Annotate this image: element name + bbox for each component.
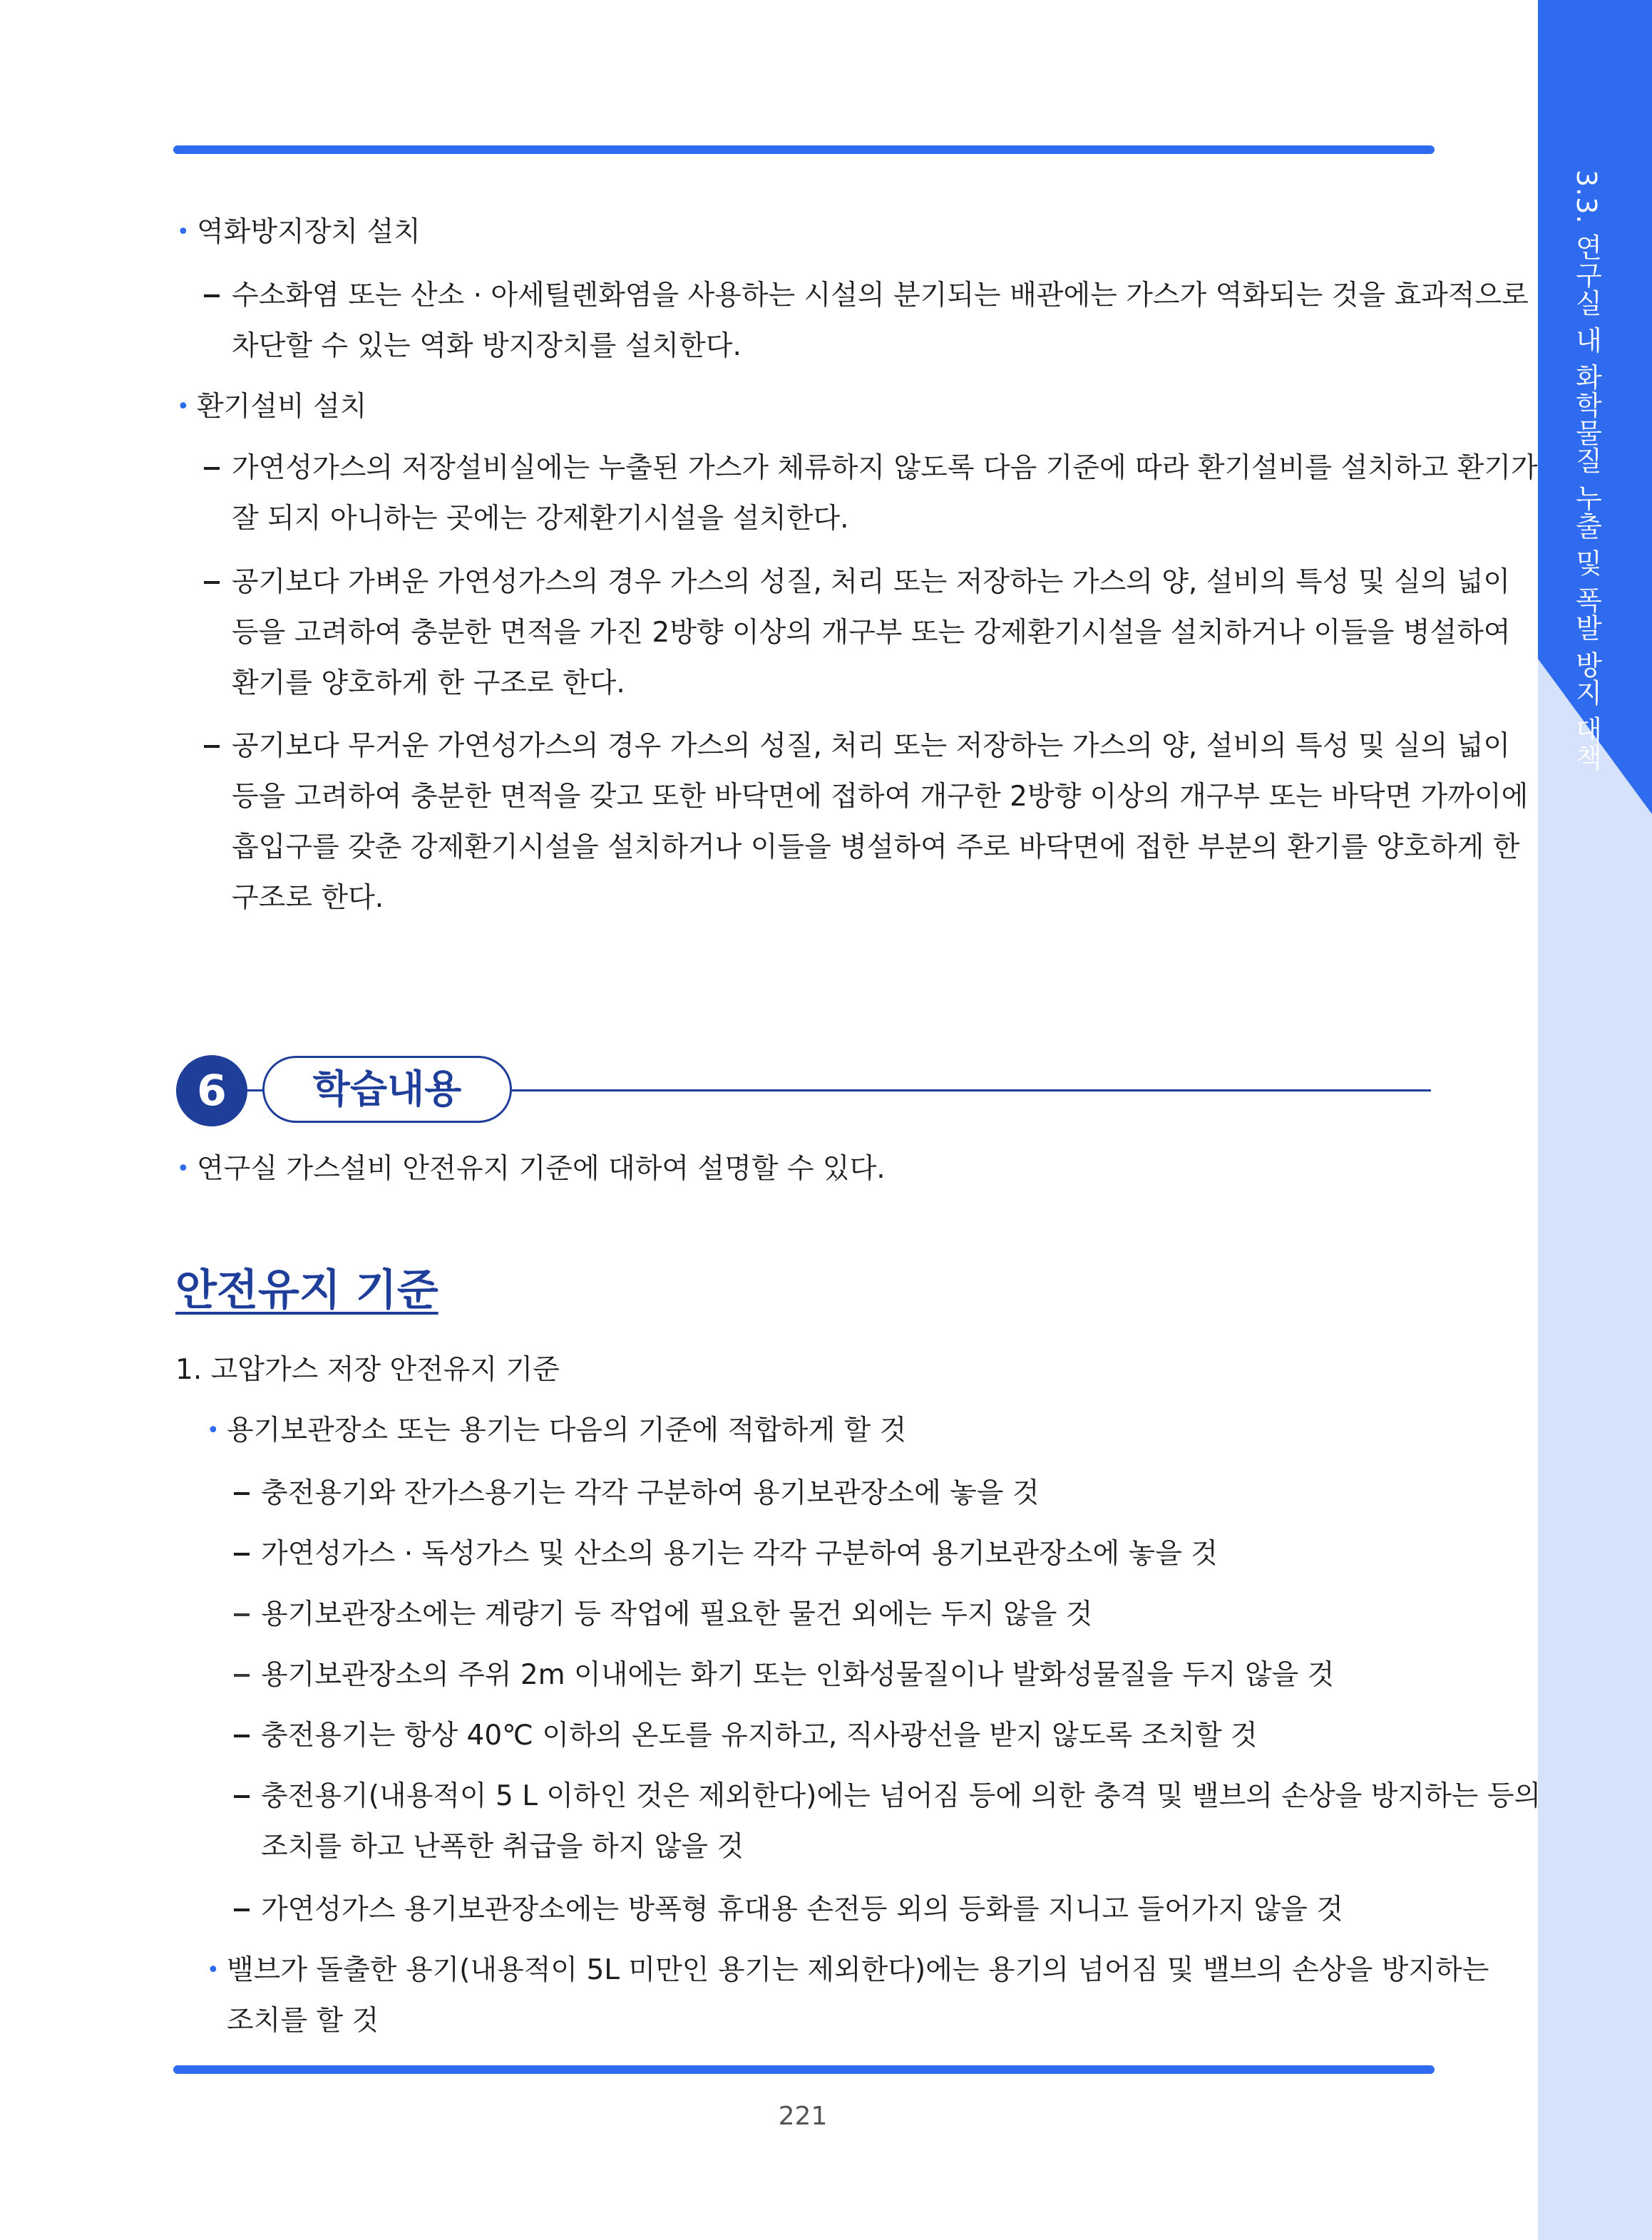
dash-icon (204, 467, 220, 470)
valve-bullet-line: 밸브가 돌출한 용기(내용적이 5L 미만인 용기는 제외한다)에는 용기의 넘어짐 및 밸브의 손상을 방지하는 (227, 1954, 1489, 1986)
section-rule (512, 1089, 1431, 1091)
section-number-badge: 6 (176, 1055, 247, 1126)
storage-dash-line: 충전용기와 잔가스용기는 각각 구분하여 용기보관장소에 놓을 것 (261, 1477, 1040, 1509)
backfire-dash-line: 차단할 수 있는 역화 방지장치를 설치한다. (232, 330, 742, 362)
storage-dash-line: 충전용기는 항상 40℃ 이하의 온도를 유지하고, 직사광선을 받지 않도록 조치할 것 (261, 1720, 1258, 1752)
vent-dash-line: 잘 되지 아니하는 곳에는 강제환기시설을 설치한다. (232, 503, 849, 535)
storage-bullet: 용기보관장소 또는 용기는 다음의 기준에 적합하게 할 것 (227, 1414, 907, 1447)
storage-dash-line: 가연성가스 용기보관장소에는 방폭형 휴대용 손전등 외의 등화를 지니고 들어가지 않을 것 (261, 1894, 1343, 1926)
vent-dash-line: 공기보다 가벼운 가연성가스의 경우 가스의 성질, 처리 또는 저장하는 가스의 양, 설비의 특성 및 실의 넓이 (232, 566, 1511, 598)
top-rule (173, 145, 1435, 154)
bullet-icon: • (207, 1958, 220, 1983)
storage-dash-line: 충전용기(내용적이 5 L 이하인 것은 제외한다)에는 넘어짐 등에 의한 충격 및 밸브의 손상을 방지하는 등의 (261, 1780, 1541, 1812)
dash-icon (234, 1553, 250, 1556)
section-title: 학습내용 (262, 1056, 512, 1123)
bullet-icon: • (207, 1418, 220, 1443)
bullet-icon: • (177, 394, 190, 419)
learning-objective: 연구실 가스설비 안전유지 기준에 대하여 설명할 수 있다. (197, 1153, 886, 1185)
vent-dash-line: 공기보다 무거운 가연성가스의 경우 가스의 성질, 처리 또는 저장하는 가스의 양, 설비의 특성 및 실의 넓이 (232, 730, 1511, 762)
numbered-item: 1. 고압가스 저장 안전유지 기준 (175, 1354, 560, 1386)
vent-dash-line: 구조로 한다. (232, 882, 384, 914)
bullet-icon: • (177, 220, 190, 245)
dash-icon (204, 745, 220, 748)
vent-dash-line: 등을 고려하여 충분한 면적을 갖고 또한 바닥면에 접하여 개구한 2방향 이상의 개구부 또는 바닥면 가까이에 (232, 781, 1529, 813)
vent-dash-line: 환기를 양호하게 한 구조로 한다. (232, 667, 625, 699)
vent-dash-line: 흡입구를 갖춘 강제환기시설을 설치하거나 이들을 병설하여 주로 바닥면에 접한 부분의 환기를 양호하게 한 (232, 831, 1520, 863)
dash-icon (204, 294, 220, 297)
valve-bullet-line: 조치를 할 것 (227, 2005, 379, 2037)
dash-icon (234, 1908, 250, 1911)
subsection-heading: 안전유지 기준 (175, 1265, 438, 1315)
backfire-dash-line: 수소화염 또는 산소 · 아세틸렌화염을 사용하는 시설의 분기되는 배관에는 가스가 역화되는 것을 효과적으로 (232, 279, 1529, 312)
storage-dash-line: 용기보관장소에는 계량기 등 작업에 필요한 물건 외에는 두지 않을 것 (261, 1598, 1093, 1630)
vent-dash-line: 가연성가스의 저장설비실에는 누출된 가스가 체류하지 않도록 다음 기준에 따라 환기설비를 설치하고 환기가 (232, 452, 1538, 484)
dash-icon (234, 1492, 250, 1495)
dash-icon (234, 1795, 250, 1798)
page-number: 221 (778, 2102, 828, 2131)
storage-dash-line: 조치를 하고 난폭한 취급을 하지 않을 것 (261, 1831, 744, 1863)
backfire-bullet: 역화방지장치 설치 (197, 216, 421, 248)
storage-dash-line: 가연성가스 · 독성가스 및 산소의 용기는 각각 구분하여 용기보관장소에 놓을 것 (261, 1538, 1218, 1570)
vent-dash-line: 등을 고려하여 충분한 면적을 가진 2방향 이상의 개구부 또는 강제환기시설을 설치하거나 이들을 병설하여 (232, 617, 1511, 649)
dash-icon (204, 581, 220, 584)
dash-icon (234, 1674, 250, 1677)
chapter-title: 3.3. 연구실 내 화학물질 누출 및 폭발 방지 대책 (1571, 170, 1602, 772)
bullet-icon: • (177, 1156, 190, 1181)
bottom-rule (173, 2065, 1435, 2074)
ventilation-bullet: 환기설비 설치 (197, 391, 367, 423)
dash-icon (234, 1613, 250, 1616)
storage-dash-line: 용기보관장소의 주위 2m 이내에는 화기 또는 인화성물질이나 발화성물질을 두지 않을 것 (261, 1659, 1335, 1691)
dash-icon (234, 1735, 250, 1737)
